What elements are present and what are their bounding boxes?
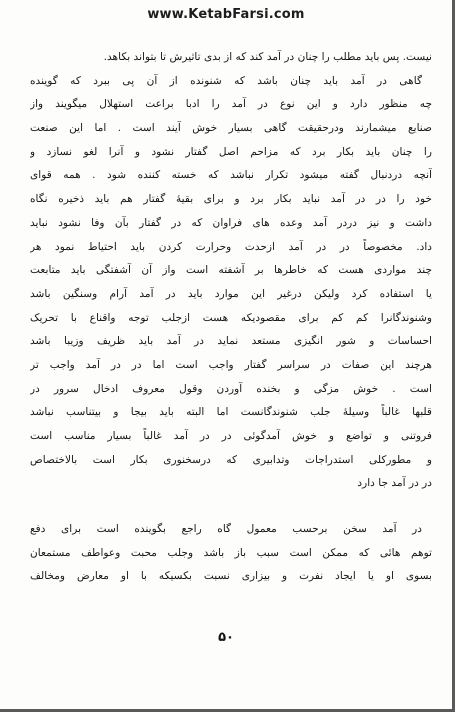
text-line: در در آمد جا دارد [357, 477, 432, 490]
text-line: احساسات و شور انگیزی مستعد نماید در آمد باید ظریف وزیبا باشد [30, 335, 432, 348]
text-line: صنایع میشمارند ودرحقیقت گاهی بسیار خوش آیند است . اما این صنعت [30, 122, 432, 135]
text-line: یا استفاده کرد ولیکن درغیر این موارد باید در آمد آرام وسنگین باشد [30, 287, 432, 300]
text-line: خود را در در آمد نباید بکار برد و برای بقیهٔ گفتار هم باید ذخیره نگاه [30, 193, 432, 206]
text-line: فروتنی و تواضع و خوش آمدگوئی در در آمد غالباً بسیار مناسب است [30, 430, 432, 442]
text-line: توهم هائی که ممکن است سبب باز باشد وجلب محبت وعواطف مستمعان [30, 546, 432, 559]
text-line: چند مواردی هست که خاطرها بر آشفته است واز آن آشفتگی باید متابعت [30, 264, 432, 277]
text-line: و مطورکلی استدراجات وتدابیری که درسخنوری بکار است بالاختصاص [30, 453, 432, 466]
text-line: هرچند این صفات در سراسر گفتار واجب است اما در در آمد واجب تر [30, 358, 432, 371]
site-url-header: www.KetabFarsi.com [147, 7, 305, 22]
text-line: در آمد سخن برحسب معمول گاه راجع بگوینده است برای دفع [30, 523, 422, 536]
page-number: ۵۰ [218, 630, 234, 645]
page-body-text [30, 46, 432, 589]
text-line: بسوی او یا ایجاد نفرت و بیزاری نسبت بکسیکه با او معارض ومخالف [30, 570, 432, 583]
text-line: نیست. پس باید مطلب را چنان در آمد کند که از بدی تاثیرش تا بتواند بکاهد. [103, 51, 432, 63]
text-line: است . خوش مزگی و بخنده آوردن وقول معروف ادخال سرور در [30, 382, 432, 395]
text-line: گاهی در آمد باید چنان باشد که شنونده از آن پی ببرد که گوینده [30, 74, 422, 87]
text-line: داشت و نیز دردر آمد وعده های فراوان که در گفتار بآن وفا نشود نباید [30, 216, 432, 229]
text-line: را چنان باید بکار برد که مزاحم اصل گفتار نشود و آنرا لغو نسازد و [30, 145, 432, 158]
text-line: آنچه دردنبال گفته میشود تکرار نباشد که خسته کننده شود . همه قوای [30, 169, 432, 182]
text-line: داد. مخصوصاً در در آمد ازحدت وحرارت کردن باید احتیاط نمود هر [30, 240, 432, 253]
paragraph-gap [30, 496, 432, 518]
text-line: قلبها غالباً وسیلهٔ جلب شنوندگانست اما البته باید بیجا و بیتناسب نباشد [30, 406, 432, 419]
text-line: وشنوندگانرا کم کم برای مقصودیکه هست ازجلب توجه واقناع با تحریک [30, 311, 432, 324]
text-line: چه منظور دارد و این نوع در آمد را ادبا براعت استهلال میگویند واز [30, 98, 432, 111]
